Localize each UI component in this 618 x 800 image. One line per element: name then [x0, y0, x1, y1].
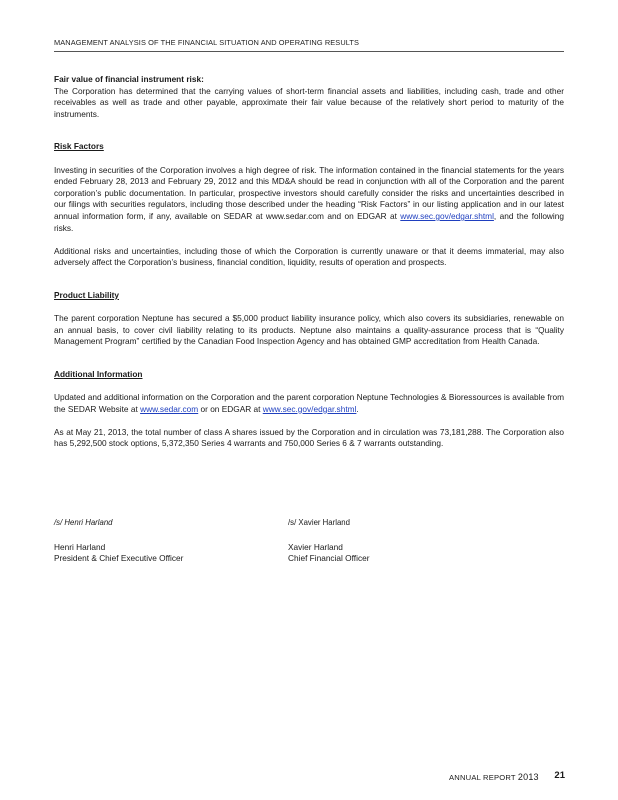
additional-information-paragraph-2: As at May 21, 2013, the total number of class A shares issued by the Corporation and in circulation was 73,181,288. The Corporation also has 5,292,500 stock options, 5,372,350 Series 4 warrants and 750,000 Series 6 & 7 warrants outstanding. [54, 426, 564, 449]
risk-factors-paragraph-1 [54, 165, 564, 235]
product-liability-paragraph: The parent corporation Neptune has secured a $5,000 product liability insurance policy, which also covers its subsidiaries, renewable on an annual basis, to cover civil liability relating to its products. Neptune also maintains a quality-assurance process that is “Quality Management Program” certified by the Canadian Food Inspection Agency and has obtained GMP accreditation from Health Canada. [54, 313, 564, 347]
fair-value-heading: Fair value of financial instrument risk: [54, 74, 204, 84]
additional-info-p1-tail: . [356, 403, 359, 414]
edgar-link[interactable]: www.sec.gov/edgar.shtml [400, 210, 494, 221]
risk-factors-paragraph-2: Additional risks and uncertainties, including those of which the Corporation is currently unaware or that it deems immaterial, may also adversely affect the Corporation’s business, financial condition, liquidity, results of operation and prospects. [54, 245, 564, 268]
signature-ceo [54, 517, 183, 565]
footer-report-text: ANNUAL REPORT [449, 773, 516, 782]
header-divider [54, 51, 564, 52]
signature-cfo-sig: /s/ Xavier Harland [288, 518, 350, 527]
additional-information-heading: Additional Information [54, 368, 143, 379]
signature-cfo-name: Xavier Harland [288, 541, 343, 552]
additional-info-p1-mid: or on EDGAR at [198, 403, 263, 414]
product-liability-heading: Product Liability [54, 289, 119, 300]
signature-cfo-title: Chief Financial Officer [288, 553, 370, 564]
edgar-link-2[interactable]: www.sec.gov/edgar.shtml [262, 403, 357, 414]
additional-info-p1-text: Updated and additional information on the Corporation and the parent corporation Neptune Technologies & Bioressources is available from the SEDAR Website at [54, 392, 564, 414]
signature-cfo [288, 517, 369, 565]
running-header: MANAGEMENT ANALYSIS OF THE FINANCIAL SITUATION AND OPERATING RESULTS [54, 38, 360, 47]
page-number: 21 [554, 770, 565, 781]
footer-report-label [449, 772, 539, 782]
main-content [54, 74, 564, 450]
signature-ceo-name: Henri Harland [54, 541, 106, 552]
risk-factors-p1-text: Investing in securities of the Corporation involves a high degree of risk. The information contained in the financial statements for the years ended February 28, 2013 and February 29, 2012 and this MD&A should be read in conjunction with all of the Corporation and the parent corporation’s public documentation. In particular, prospective investors should carefully consider the risks and uncertainties described in our filings with securities regulators, including those described under the heading “Risk Factors” in our listing application and in our latest annual information form, if any, available on SEDAR at www.sedar.com and on EDGAR at [54, 164, 564, 221]
additional-information-paragraph-1 [54, 392, 564, 415]
footer-year: 2013 [517, 772, 539, 782]
fair-value-paragraph: The Corporation has determined that the carrying values of short-term financial assets and liabilities, including cash, trade and other receivables as well as trade and other payable, approximate their fair value because of the relatively short period to maturity of the instruments. [54, 85, 564, 119]
signature-ceo-title: President & Chief Executive Officer [54, 553, 184, 564]
risk-factors-p1-tail: , and the following risks. [54, 210, 564, 233]
sedar-link[interactable]: www.sedar.com [140, 403, 199, 414]
risk-factors-heading: Risk Factors [54, 141, 104, 152]
signature-ceo-sig: /s/ Henri Harland [54, 518, 113, 527]
